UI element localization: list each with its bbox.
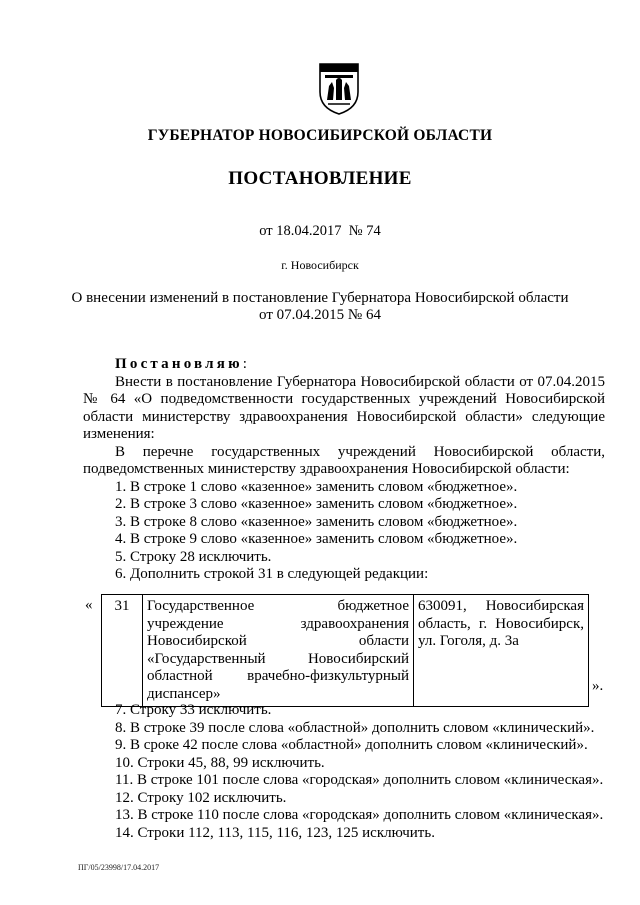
resolution-body-continued	[83, 702, 605, 842]
authority-title: ГУБЕРНАТОР НОВОСИБИРСКОЙ ОБЛАСТИ	[147, 127, 493, 144]
institution-name-cell: Государственное бюджетное учреждение здравоохранения Новосибирской области «Государственный Новосибирский областной врачебно-физкультурный диспансер»	[143, 595, 414, 707]
table-close-quote: ».	[592, 678, 604, 694]
list-item: 11. В строке 101 после слова «городская» дополнить словом «клиническая».	[115, 772, 604, 788]
list-item: 6. Дополнить строкой 31 в следующей редакции:	[115, 566, 429, 582]
document-type: ПОСТАНОВЛЕНИЕ	[228, 168, 412, 189]
document-subject	[0, 290, 640, 324]
list-item: 12. Строку 102 исключить.	[115, 789, 287, 806]
inserted-row-table	[101, 594, 589, 707]
table-row	[102, 595, 589, 707]
resolve-colon: :	[242, 356, 247, 372]
document-city: г. Новосибирск	[281, 258, 359, 272]
list-item: 5. Строку 28 исключить.	[115, 548, 272, 565]
subject-line-2: от 07.04.2015 № 64	[259, 307, 381, 323]
list-item: 2. В строке 3 слово «казенное» заменить словом «бюджетное».	[115, 496, 518, 512]
novosibirsk-coat-of-arms-icon	[316, 60, 362, 116]
list-item: 10. Строки 45, 88, 99 исключить.	[115, 754, 325, 771]
intro-paragraph: Внести в постановление Губернатора Новосибирской области от 07.04.2015 № 64 «О подведомственности государственных учреждений Новосибирской области министерству здравоохранения Новосибирской области» следующие изменения:	[83, 373, 605, 442]
resolve-word: Постановляю	[115, 356, 243, 372]
institution-address-cell: 630091, Новосибирская область, г. Новосибирск, ул. Гоголя, д. 3а	[414, 595, 589, 707]
list-item: 9. В сроке 42 после слова «областной» дополнить словом «клинический».	[115, 737, 588, 753]
subject-line-1: О внесении изменений в постановление Губернатора Новосибирской области	[71, 290, 569, 306]
document-footer-code: ПГ/05/23998/17.04.2017	[78, 863, 160, 872]
row-number-cell: 31	[102, 595, 143, 707]
list-item: 3. В строке 8 слово «казенное» заменить словом «бюджетное».	[115, 513, 518, 530]
list-item: 8. В строке 39 после слова «областной» дополнить словом «клинический».	[115, 719, 595, 736]
list-item: 1. В строке 1 слово «казенное» заменить словом «бюджетное».	[115, 478, 518, 495]
list-item: 4. В строке 9 слово «казенное» заменить словом «бюджетное».	[115, 531, 518, 547]
list-intro-paragraph: В перечне государственных учреждений Новосибирской области, подведомственных министерству здравоохранения Новосибирской области:	[83, 443, 605, 477]
list-item: 7. Строку 33 исключить.	[115, 702, 272, 718]
resolve-heading	[83, 356, 605, 374]
sable-right	[344, 82, 351, 100]
shield-top-band	[320, 64, 358, 72]
sable-left	[327, 82, 334, 100]
list-item: 14. Строки 112, 113, 115, 116, 123, 125 исключить.	[115, 824, 435, 841]
table-open-quote: «	[85, 597, 93, 613]
list-item: 13. В строке 110 после слова «городская» дополнить словом «клиническая».	[115, 807, 604, 823]
resolution-body	[83, 356, 605, 584]
document-date-number: от 18.04.2017 № 74	[259, 223, 381, 239]
